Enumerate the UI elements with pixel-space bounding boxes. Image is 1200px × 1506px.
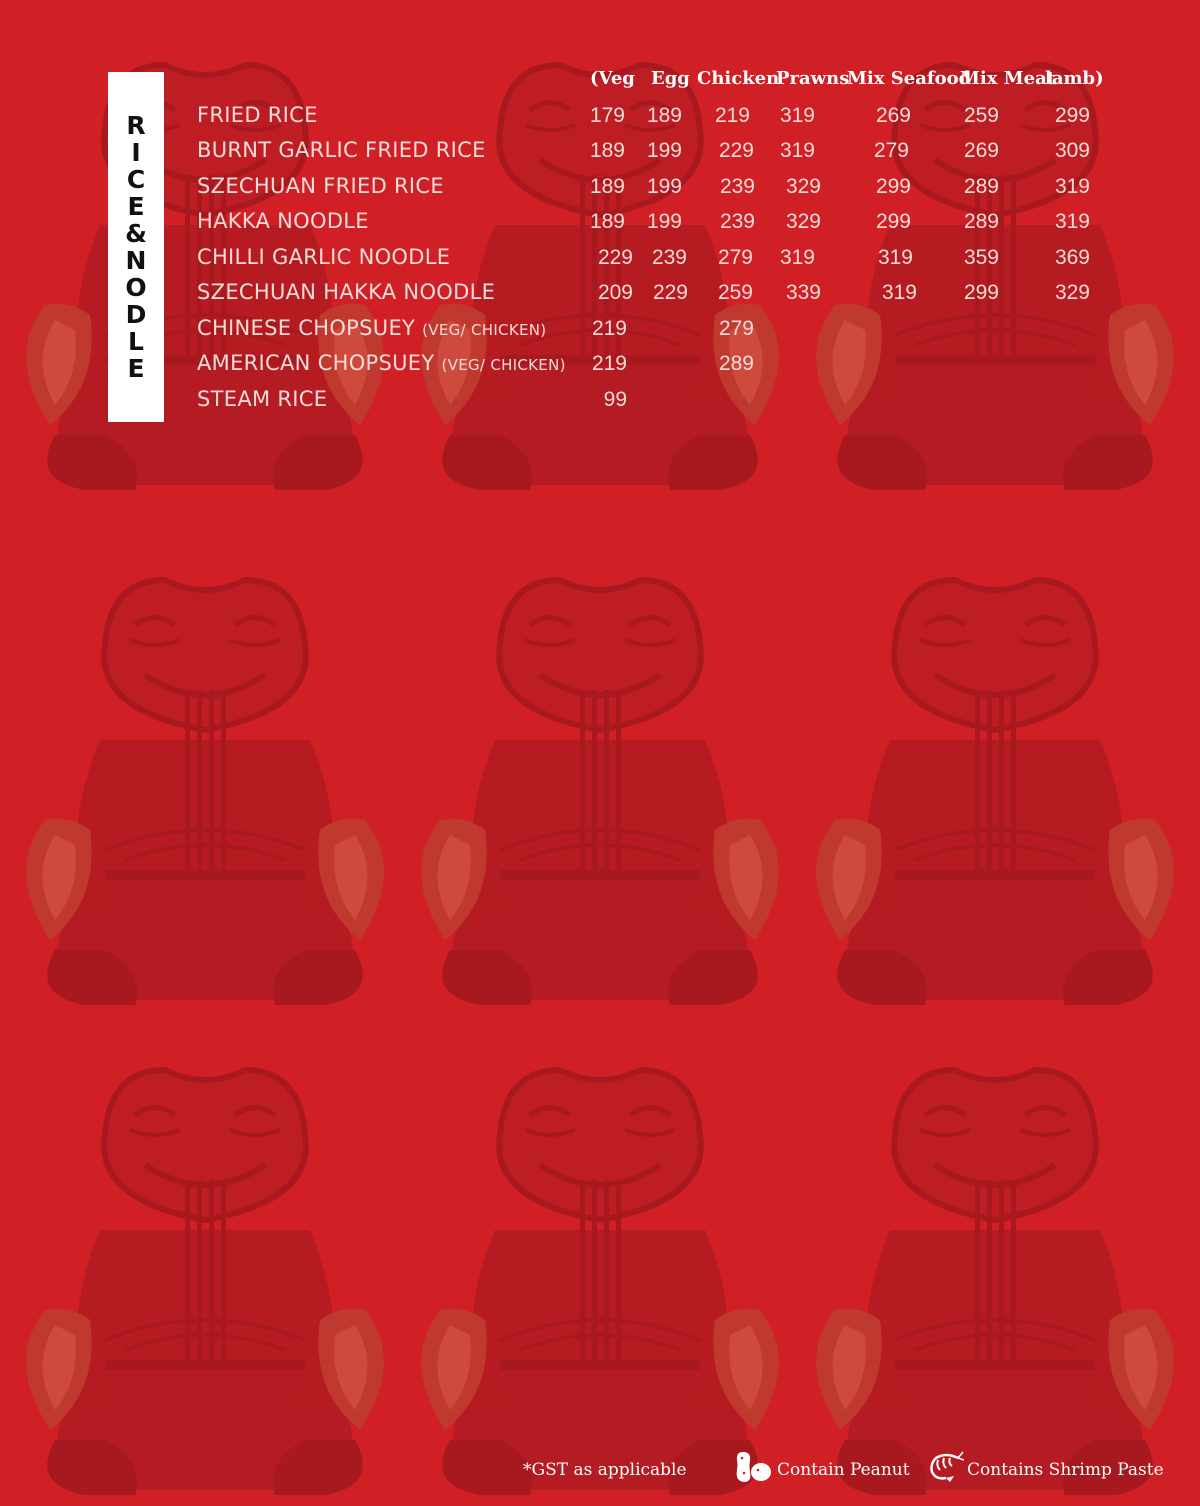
price-mix-meat: 289 — [963, 210, 999, 233]
menu-item — [0, 245, 1200, 281]
menu-item-note: (VEG/ CHICKEN) — [441, 356, 566, 374]
price-egg: 229 — [652, 281, 688, 304]
shrimp-legend: Contains Shrimp Paste — [967, 1460, 1164, 1480]
price-lamb: 319 — [1054, 210, 1090, 233]
menu-item-note: (VEG/ CHICKEN) — [422, 321, 547, 339]
price-prawns: 319 — [779, 246, 815, 269]
price-veg: 209 — [597, 281, 633, 304]
price-chicken: 229 — [718, 139, 754, 162]
peanut-icon — [734, 1450, 772, 1484]
price-veg: 179 — [589, 104, 625, 127]
price-egg: 199 — [646, 210, 682, 233]
menu-item-name: BURNT GARLIC FRIED RICE — [197, 138, 486, 162]
price-chicken: 259 — [717, 281, 753, 304]
menu-item-name: HAKKA NOODLE — [197, 209, 369, 233]
price-mix-meat: 269 — [963, 139, 999, 162]
price-mix-seafood: 319 — [881, 281, 917, 304]
price-chicken: 279 — [718, 317, 754, 340]
price-chicken: 219 — [714, 104, 750, 127]
price-veg: 189 — [589, 175, 625, 198]
section-letter: L — [128, 327, 144, 356]
column-header-chicken: Chicken — [697, 68, 780, 89]
price-prawns: 319 — [779, 139, 815, 162]
menu-item — [0, 174, 1200, 210]
menu-item-name: AMERICAN CHOPSUEY (VEG/ CHICKEN) — [197, 351, 566, 375]
price-veg: 189 — [589, 210, 625, 233]
menu-item-name: FRIED RICE — [197, 103, 318, 127]
price-mix-seafood: 269 — [875, 104, 911, 127]
price-mix-meat: 299 — [963, 281, 999, 304]
price-egg: 189 — [646, 104, 682, 127]
price-mix-seafood: 299 — [875, 210, 911, 233]
price-lamb: 369 — [1054, 246, 1090, 269]
menu-item-name: SZECHUAN FRIED RICE — [197, 174, 444, 198]
section-letter: E — [127, 192, 145, 221]
column-header-mix-seafood: Mix Seafood — [847, 68, 972, 89]
price-prawns: 339 — [785, 281, 821, 304]
section-letter: I — [131, 138, 141, 167]
shrimp-icon — [928, 1450, 964, 1484]
menu-item — [0, 387, 1200, 423]
price-mix-seafood: 299 — [875, 175, 911, 198]
price-veg: 229 — [597, 246, 633, 269]
column-header-lamb: lamb) — [1045, 68, 1104, 89]
section-letter: O — [125, 273, 147, 302]
section-letter: R — [126, 111, 146, 140]
price-prawns: 329 — [785, 175, 821, 198]
column-header-veg: (Veg — [590, 68, 635, 89]
menu-item-name: STEAM RICE — [197, 387, 328, 411]
price-chicken: 289 — [718, 352, 754, 375]
price-chicken: 279 — [717, 246, 753, 269]
menu-item-name: SZECHUAN HAKKA NOODLE — [197, 280, 496, 304]
peanut-legend: Contain Peanut — [777, 1460, 910, 1480]
menu-item-name: CHINESE CHOPSUEY (VEG/ CHICKEN) — [197, 316, 547, 340]
column-header-prawns: Prawns — [776, 68, 850, 89]
section-letter: C — [126, 165, 146, 194]
menu-item — [0, 209, 1200, 248]
price-lamb: 329 — [1054, 281, 1090, 304]
menu-item — [0, 351, 1200, 387]
price-chicken: 239 — [719, 210, 755, 233]
price-mix-meat: 289 — [963, 175, 999, 198]
price-egg: 199 — [646, 139, 682, 162]
section-letter: N — [125, 246, 147, 275]
section-letter: & — [125, 219, 147, 248]
price-mix-meat: 259 — [963, 104, 999, 127]
price-lamb: 299 — [1054, 104, 1090, 127]
price-veg: 189 — [589, 139, 625, 162]
gst-note: *GST as applicable — [523, 1460, 687, 1480]
menu-item — [0, 316, 1200, 352]
section-letter: D — [125, 300, 147, 329]
column-header-mix-meat: Mix Meat — [960, 68, 1056, 89]
price-mix-meat: 359 — [963, 246, 999, 269]
menu-item-name: CHILLI GARLIC NOODLE — [197, 245, 451, 269]
price-mix-seafood: 319 — [877, 246, 913, 269]
price-egg: 239 — [651, 246, 687, 269]
menu-item — [0, 280, 1200, 316]
price-veg: 219 — [591, 352, 627, 375]
menu-item — [0, 138, 1200, 174]
price-prawns: 329 — [785, 210, 821, 233]
price-veg: 99 — [603, 388, 627, 411]
menu-item — [0, 103, 1200, 139]
price-mix-seafood: 279 — [873, 139, 909, 162]
column-header-egg: Egg — [651, 68, 690, 89]
price-prawns: 319 — [779, 104, 815, 127]
price-lamb: 309 — [1054, 139, 1090, 162]
section-letter: E — [127, 354, 145, 383]
price-egg: 199 — [646, 175, 682, 198]
price-veg: 219 — [591, 317, 627, 340]
price-lamb: 319 — [1054, 175, 1090, 198]
price-chicken: 239 — [719, 175, 755, 198]
